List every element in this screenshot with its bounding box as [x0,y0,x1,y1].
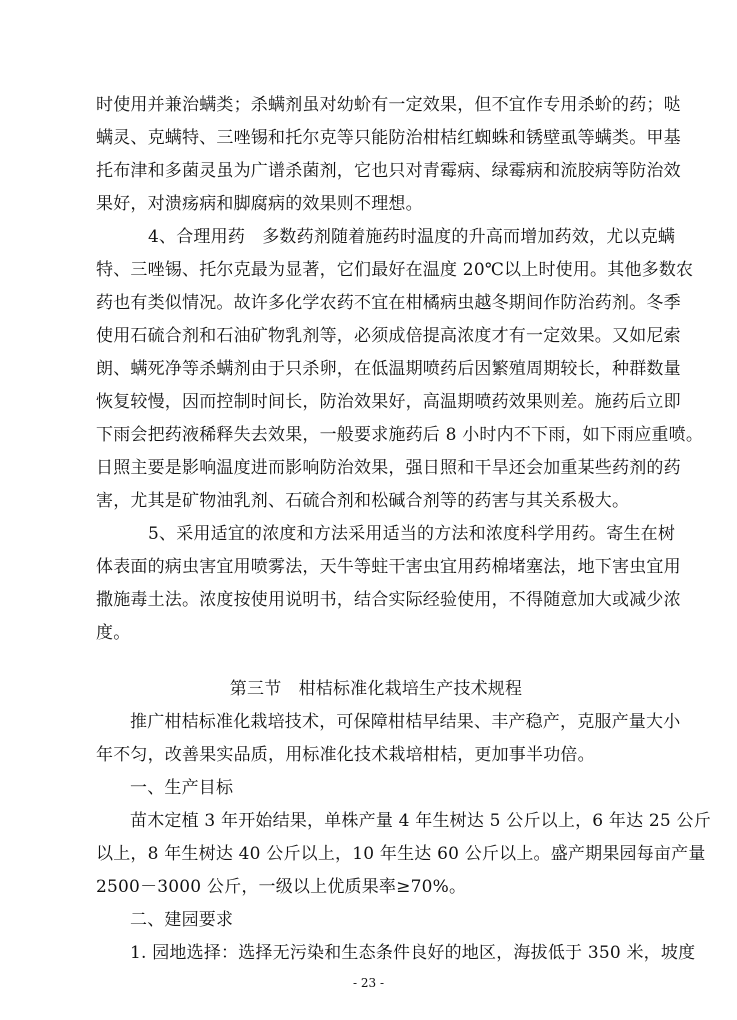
section-title: 第三节 柑桔标准化栽培生产技术规程 [229,679,523,699]
paragraph-line: 2500－3000 公斤，一级以上优质果率≥70%。 [96,877,467,897]
paragraph-line: 下雨会把药液稀释失去效果，一般要求施药后 8 小时内不下雨，如下雨应重喷。 [96,425,704,445]
subheading: 一、生产目标 [130,778,234,798]
paragraph-first-line: 5、采用适宜的浓度和方法采用适当的方法和浓度科学用药。寄生在树 [148,524,676,544]
paragraph-line: 药也有类似情况。故许多化学农药不宜在柑橘病虫越冬期间作防治药剂。冬季 [96,293,681,313]
paragraph-line: 日照主要是影响温度进而影响防治效果，强日照和干旱还会加重某些药剂的药 [96,458,681,478]
paragraph-line: 撒施毒土法。浓度按使用说明书，结合实际经验使用，不得随意加大或减少浓 [96,590,681,610]
page-number: - 23 - [352,976,384,990]
paragraph-line: 使用石硫合剂和石油矿物乳剂等，必须成倍提高浓度才有一定效果。又如尼索 [96,326,681,346]
subheading: 二、建园要求 [130,910,234,930]
paragraph-line: 托布津和多菌灵虽为广谱杀菌剂，它也只对青霉病、绿霉病和流胶病等防治效 [96,161,681,181]
paragraph-line: 年不匀，改善果实品质，用标准化技术栽培柑桔，更加事半功倍。 [96,745,595,765]
paragraph-first-line: 推广柑桔标准化栽培技术，可保障柑桔早结果、丰产稳产，克服产量大小 [130,712,681,732]
paragraph-line: 时使用并兼治螨类；杀螨剂虽对幼蚧有一定效果，但不宜作专用杀蚧的药；哒 [96,95,681,115]
paragraph-line: 朗、螨死净等杀螨剂由于只杀卵，在低温期喷药后因繁殖周期较长，种群数量 [96,359,681,379]
paragraph-line: 害，尤其是矿物油乳剂、石硫合剂和松碱合剂等的药害与其关系极大。 [96,491,630,511]
paragraph-line: 度。 [96,623,131,643]
paragraph-line: 以上，8 年生树达 40 公斤以上，10 年生达 60 公斤以上。盛产期果园每亩产量 [96,844,706,864]
list-item: 1. 园地选择：选择无污染和生态条件良好的地区，海拔低于 350 米，坡度 [130,943,696,963]
paragraph-line: 果好，对溃疡病和脚腐病的效果则不理想。 [96,194,423,214]
paragraph-line: 体表面的病虫害宜用喷雾法，天牛等蛀干害虫宜用药棉堵塞法，地下害虫宜用 [96,557,681,577]
paragraph-first-line: 4、合理用药 多数药剂随着施药时温度的升高而增加药效，尤以克螨 [148,227,676,247]
paragraph-line: 螨灵、克螨特、三唑锡和托尔克等只能防治柑桔红蜘蛛和锈壁虱等螨类。甲基 [96,128,681,148]
paragraph-line: 恢复较慢，因而控制时间长，防治效果好，高温期喷药效果则差。施药后立即 [96,392,681,412]
paragraph-first-line: 苗木定植 3 年开始结果，单株产量 4 年生树达 5 公斤以上，6 年达 25 公斤 [130,811,711,831]
paragraph-line: 特、三唑锡、托尔克最为显著，它们最好在温度 20℃以上时使用。其他多数农 [96,260,694,280]
